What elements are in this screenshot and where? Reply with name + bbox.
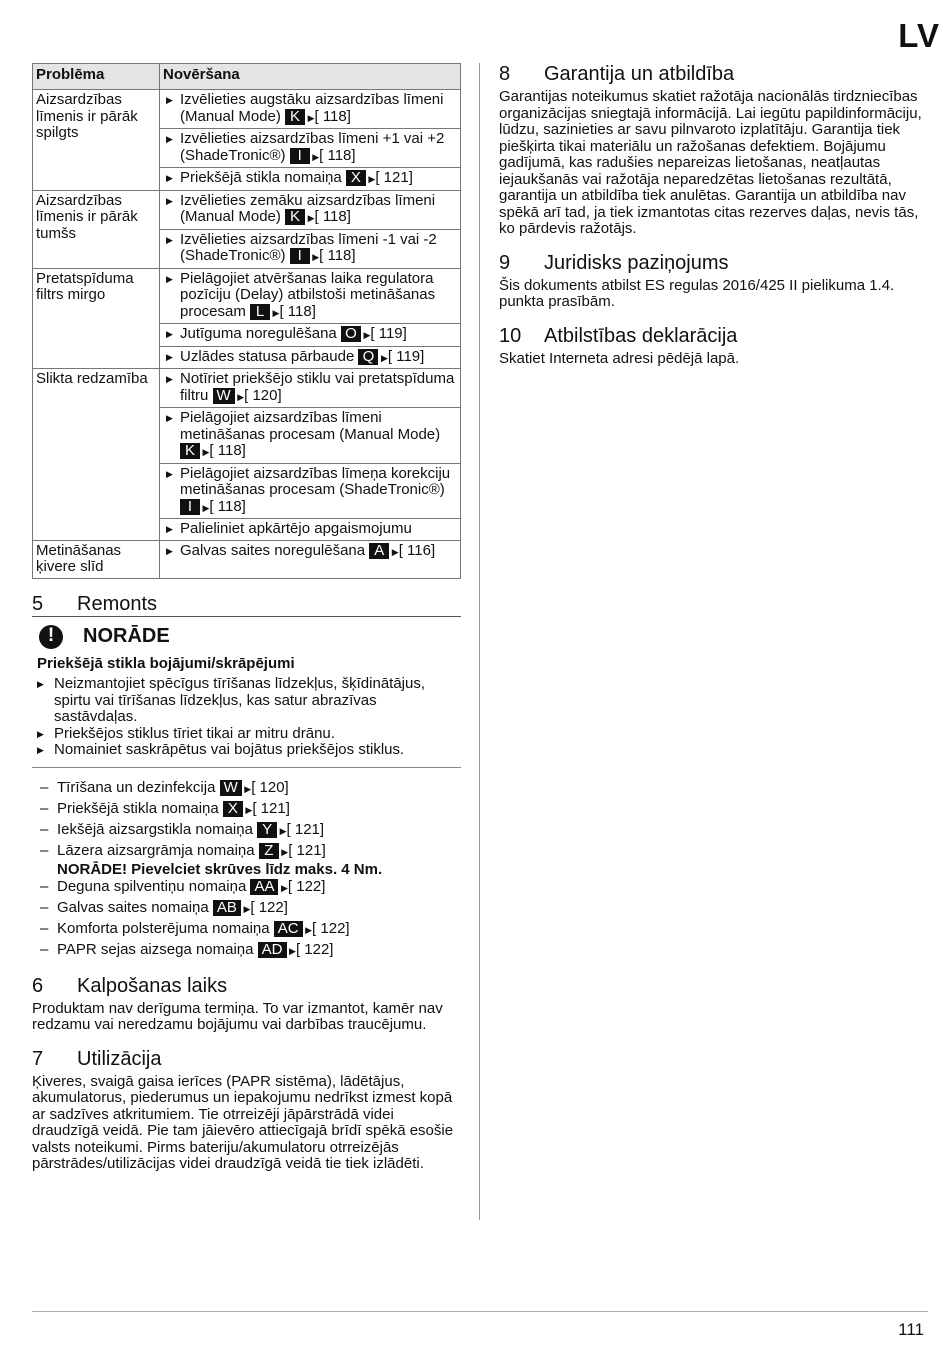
figure-tag: I [180,499,200,515]
remedy-text: Pielāgojiet atvēršanas laika regulatora pozīciju (Delay) atbilstoši metināšanas procesam [180,269,436,320]
remedy-item [163,543,457,561]
remedy-cell [160,324,461,347]
section-9 [499,252,931,311]
arrow-right-icon: ▶ [302,924,313,935]
figure-tag: Q [358,349,378,365]
remedy-text: Jutīguma noregulēšana [180,325,337,342]
page-reference-link[interactable]: [ 122] [295,940,334,958]
problem-cell: Pretatspīduma filtrs mirgo [33,268,160,369]
figure-tag: AA [250,879,278,895]
remedy-text: Priekšējā stikla nomaiņa [180,169,342,186]
remedy-cell [160,369,461,408]
header-remedy: Novēršana [160,64,461,90]
notice-subtitle: Priekšējā stikla bojājumi/skrāpējumi [37,654,295,672]
section-6 [32,975,461,1034]
column-divider [479,63,480,1220]
remedy-text: Galvas saites noregulēšana [180,541,366,559]
figure-tag: K [180,443,200,459]
arrow-right-icon: ▶ [365,174,376,184]
list-item [32,898,461,919]
figure-tag: O [341,326,361,342]
arrow-right-icon: ▶ [240,903,251,914]
figure-tag: X [223,801,243,817]
remedy-text: Pielāgojiet aizsardzības līmeni metināšanas procesam (Manual Mode) [180,409,441,443]
list-item [32,778,461,799]
page-reference-link[interactable]: [ 121] [252,799,290,817]
warning-icon: ! [39,625,63,649]
table-row [33,540,461,578]
problem-cell: Slikta redzamība [33,369,160,541]
page-reference-link[interactable]: [ 120] [244,386,282,404]
page-reference-link[interactable]: [ 118] [209,442,246,459]
page-number: 111 [898,1320,924,1339]
list-item [32,940,461,961]
arrow-right-icon: ▶ [241,783,252,794]
remedy-item [163,92,457,126]
figure-tag: Z [259,843,279,859]
header-problem: Problēma [33,64,160,90]
problem-cell: Aizsardzības līmenis ir pārāk spilgts [33,90,160,191]
arrow-right-icon: ▶ [305,213,315,223]
figure-tag: AC [274,921,303,937]
section-text: Ķiveres, svaigā gaisa ierīces (PAPR sistēma), lādētājus, akumulatorus, piederumus un iepakojumu nedrīkst izmest kopā ar sadzīves atkritumiem. Tie otrreizēji jāpārstrādā videi draudzīgā veidā. Pie tam jāievēro attiecīgajā brīdī spēkā esošie valsts noteikumi. Pirms bateriju/akumulatoru otrreizējās pārstrādes/utilizācijas videi draudzīgā veidā tie tiek izlādēti. [32,1072,454,1172]
section-heading: 8 Garantija un atbildība [499,63,735,85]
remedy-text: Pielāgojiet aizsardzības līmeņa korekciju metināšanas procesam (ShadeTronic®) [180,464,451,498]
section-8 [499,63,931,238]
left-column [32,63,461,1173]
section-text: Šis dokuments atbilst ES regulas 2016/425 II pielikuma 1.4. punkta prasībām. [499,276,895,310]
arrow-right-icon: ▶ [200,502,210,513]
remedy-item [163,521,457,538]
problem-cell: Aizsardzības līmenis ir pārāk tumšs [33,190,160,268]
list-item [32,877,461,898]
figure-tag: W [220,780,242,796]
remedy-text: Lāzera aizsargrāmja nomaiņa [57,841,255,859]
remedy-text: Izvēlieties aizsardzības līmeni -1 vai -2 (ShadeTronic®) [180,230,437,264]
page-reference-link[interactable]: [ 121] [288,841,326,859]
figure-tag: K [285,109,305,125]
arrow-right-icon: ▶ [278,846,289,857]
remedy-text: Izvēlieties zemāku aizsardzības līmeni (Manual Mode) [180,191,436,225]
arrow-right-icon: ▶ [309,252,320,262]
figure-tag: AD [258,942,287,958]
figure-tag: Y [257,822,277,838]
page-reference-link[interactable]: [ 122] [312,919,350,937]
figure-tag: I [290,248,310,264]
page-reference-link[interactable]: [ 119] [370,325,407,342]
remedy-item [163,349,457,367]
section-7 [32,1048,461,1173]
right-column [499,63,931,367]
remedy-cell [160,463,461,519]
list-item [32,820,461,841]
section-text: Produktam nav derīguma termiņa. To var izmantot, kamēr nav redzamu vai neredzamu bojājumu vai darbības traucējumu. [32,999,443,1033]
remedy-cell [160,268,461,324]
problem-cell: Metināšanas ķivere slīd [33,540,160,578]
remedy-cell [160,190,461,229]
remedy-item [163,271,457,322]
remedy-text: Izvēlieties aizsardzības līmeni +1 vai +2 (ShadeTronic®) [180,130,445,164]
section-heading: 6 Kalpošanas laiks [32,974,228,997]
page-reference-link[interactable]: [ 120] [251,778,289,796]
arrow-right-icon: ▶ [234,391,245,402]
remedy-cell [160,129,461,168]
table-row [33,90,461,129]
table-row [33,190,461,229]
remedy-cell [160,90,461,129]
list-item [32,799,461,820]
table-row [33,369,461,408]
notice-bullet: ▶ Priekšējos stiklus tīriet tikai ar mitru drānu. [37,726,461,743]
arrow-right-icon: ▶ [270,307,280,318]
remedy-item [163,232,457,266]
arrow-right-icon: ▶ [242,804,253,815]
arrow-right-icon: ▶ [360,330,371,340]
notice-bullet: ▶ Neizmantojiet spēcīgus tīrīšanas līdzekļus, šķīdinātājus, spirtu vai tīrīšanas līdzekļus, kas satur abrazīvas sastāvdaļas. [37,676,461,726]
language-code: LV [898,17,940,54]
notice-header [32,625,461,649]
figure-tag: I [290,148,310,164]
remedy-cell [160,346,461,369]
remedy-item [163,326,457,344]
remedy-text: Galvas saites nomaiņa [57,898,209,916]
section-10 [499,325,931,368]
section-text: Skatiet Interneta adresi pēdējā lapā. [499,349,740,367]
notice-bullet: ▶ Nomainiet saskrāpētus vai bojātus priekšējos stiklus. [37,742,461,759]
footer-divider [32,1311,928,1312]
section-5 [32,593,461,961]
arrow-right-icon: ▶ [305,112,315,123]
figure-tag: K [285,209,305,225]
remedy-text: Uzlādes statusa pārbaude [180,347,355,365]
notice-bullets [37,676,461,759]
section-heading: 10 Atbilstības deklarācija [499,324,738,347]
remedy-item [163,170,457,188]
page-reference-link[interactable]: [ 118] [319,247,356,264]
troubleshooting-table [32,63,461,579]
remedy-text: Deguna spilventiņu nomaiņa [57,877,247,895]
remedy-text: Notīriet priekšējo stiklu vai pretatspīduma filtru [180,370,455,404]
section-heading: 9 Juridisks paziņojums [499,251,729,274]
remedy-text: Palieliniet apkārtējo apgaismojumu [180,520,412,537]
remedy-text: Priekšējā stikla nomaiņa [57,799,219,817]
figure-tag: L [250,304,270,320]
arrow-right-icon: ▶ [277,825,287,836]
remedy-text: PAPR sejas aizsega nomaiņa [57,940,254,958]
list-item [32,841,461,877]
figure-tag: X [346,170,366,186]
remedy-item [163,466,457,517]
page-reference-link[interactable]: [ 118] [314,208,351,225]
remedy-cell [160,229,461,268]
remedy-text: Izvēlieties augstāku aizsardzības līmeni (Manual Mode) [180,91,444,125]
page-reference-link[interactable]: [ 122] [250,898,288,916]
arrow-right-icon: ▶ [309,151,320,162]
remedy-item [163,410,457,461]
section-text: Garantijas noteikumus skatiet ražotāja nacionālās tirdzniecības organizācijas sniegtajā informācijā. Lai iegūtu papildinformāciju, lūdzu, sazinieties ar savu pilnvaroto izplatītāju. Garantija tiek piešķirta tikai materiālu un ražošanas defektiem. Bojājumu gadījumā, kas radušies nepareizas lietošanas, neatļautas iejaukšanās vai ražotāja neparedzētas lietošanas rezultātā, garantija un atbildība tiek anulētas. Garantija un atbildība nav spēkā arī tad, ja tiek izmantotas citas rezerves daļas, nevis tās, ko pārdevis ražotājs. [499,88,922,237]
repair-list [32,778,461,961]
page-reference-link[interactable]: [ 121] [286,820,325,838]
remedy-cell [160,408,461,464]
notice-title: NORĀDE [83,625,170,648]
remedy-text: Tīrīšana un dezinfekcija [57,778,216,796]
figure-tag: A [369,543,389,559]
notice-divider [32,767,461,768]
arrow-right-icon: ▶ [389,546,399,557]
remedy-item [163,371,457,405]
arrow-right-icon: ▶ [286,945,296,956]
remedy-text: Komforta polsterējuma nomaiņa [57,919,270,937]
remedy-cell [160,519,461,541]
page-reference-link[interactable]: [ 118] [279,302,316,320]
table-row [33,268,461,324]
remedy-item [163,131,457,165]
page-reference-link[interactable]: [ 118] [314,107,351,125]
remedy-cell [160,168,461,191]
figure-tag: AB [213,900,241,916]
list-item [32,919,461,940]
page-reference-link[interactable]: [ 116] [398,541,436,559]
torque-note: NORĀDE! Pievelciet skrūves līdz maks. 4 Nm. [57,860,383,878]
remedy-cell [160,540,461,578]
page-reference-link[interactable]: [ 118] [209,497,246,515]
page-reference-link[interactable]: [ 118] [319,146,356,164]
figure-tag: W [213,388,235,404]
page-reference-link[interactable]: [ 119] [387,347,425,365]
page-reference-link[interactable]: [ 121] [375,169,413,186]
arrow-right-icon: ▶ [278,882,288,893]
remedy-text: Iekšējā aizsargstikla nomaiņa [57,820,253,838]
page-reference-link[interactable]: [ 122] [287,877,326,895]
section-heading: 5 Remonts [32,593,461,617]
arrow-right-icon: ▶ [378,352,388,363]
section-heading: 7 Utilizācija [32,1047,162,1070]
remedy-item [163,193,457,227]
arrow-right-icon: ▶ [200,447,210,457]
